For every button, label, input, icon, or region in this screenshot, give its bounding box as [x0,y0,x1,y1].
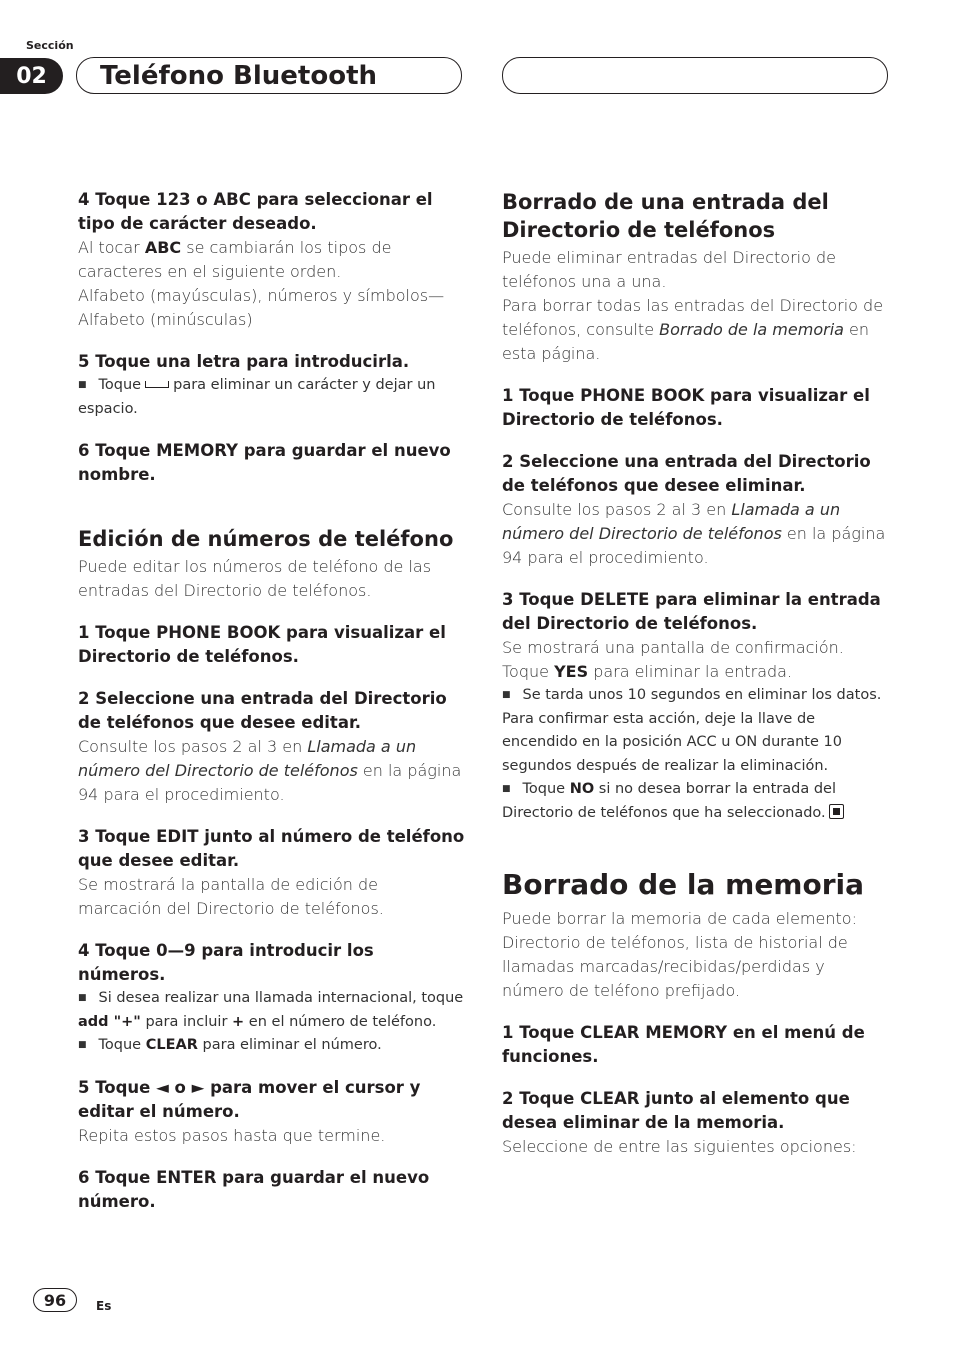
step-4-order: Alfabeto (mayúsculas), números y símbolos—Alfabeto (minúsculas) [78,286,445,329]
left-column [78,188,466,1214]
abc-label: ABC [144,238,182,257]
delete-intro-1: Puede eliminar entradas del Directorio de teléfonos una a una. [502,248,836,291]
cross-reference: Llamada a un número del Directorio de teléfonos [502,500,841,543]
step-4-title: 4 Toque 123 o ABC para seleccionar el tipo de carácter deseado. [78,190,433,233]
edit-step-3-body: Se mostrará la pantalla de edición de marcación del Directorio de teléfonos. [78,875,384,918]
delete-intro-2: Para borrar todas las entradas del Directorio de teléfonos, consulte Borrado de la memoria en esta página. [502,296,884,363]
edit-step-5-title: 5 Toque ◄ o ► para mover el cursor y editar el número. [78,1077,421,1121]
delete-step-3-title: 3 Toque DELETE para eliminar la entrada del Directorio de teléfonos. [502,590,881,633]
edit-section-heading: Edición de números de teléfono [78,527,454,551]
edit-step-3-title: 3 Toque EDIT junto al número de teléfono que desee editar. [78,827,465,870]
bullet-icon: ■ [78,993,87,1003]
bullet-icon: ■ [78,1040,87,1050]
step-5-note: ■ Toque para eliminar un carácter y dejar un espacio. [78,377,436,417]
memory-intro: Puede borrar la memoria de cada elemento: Directorio de teléfonos, lista de historial de llamadas marcadas/recibidas/perdidas y número de teléfono prefijado. [502,909,857,1000]
cross-reference: Borrado de la memoria [659,320,844,339]
delete-step-3-note-2: ■ Toque NO si no desea borrar la entrada del Directorio de teléfonos que ha seleccionado. [502,778,890,825]
step-6-title: 6 Toque MEMORY para guardar el nuevo nombre. [78,441,451,484]
delete-step-2-title: 2 Seleccione una entrada del Directorio de teléfonos que desee eliminar. [502,452,871,495]
cross-reference: Llamada a un número del Directorio de teléfonos [78,737,417,780]
bullet-icon: ■ [502,690,511,700]
edit-step-2-body: Consulte los pasos 2 al 3 en Llamada a un número del Directorio de teléfonos en la página 94 para el procedimiento. [78,737,462,804]
delete-step-2-body: Consulte los pasos 2 al 3 en Llamada a un número del Directorio de teléfonos en la página 94 para el procedimiento. [502,500,886,567]
memory-step-1-title: 1 Toque CLEAR MEMORY en el menú de funciones. [502,1023,865,1066]
edit-step-4-note-2: ■ Toque CLEAR para eliminar el número. [78,1037,382,1053]
memory-section-heading: Borrado de la memoria [502,868,865,901]
delete-step-1-title: 1 Toque PHONE BOOK para visualizar el Directorio de teléfonos. [502,386,870,429]
edit-intro: Puede editar los números de teléfono de las entradas del Directorio de teléfonos. [78,557,432,600]
delete-section-heading: Borrado de una entrada del Directorio de teléfonos [502,190,829,242]
memory-step-2-title: 2 Toque CLEAR junto al elemento que desea eliminar de la memoria. [502,1089,850,1132]
page-number: 96 [33,1288,77,1312]
step-4-body: Al tocar ABC se cambiarán los tipos de caracteres en el siguiente orden. [78,238,392,281]
edit-step-2-title: 2 Seleccione una entrada del Directorio de teléfonos que desee editar. [78,689,447,732]
bullet-icon: ■ [502,784,511,794]
edit-step-6-title: 6 Toque ENTER para guardar el nuevo número. [78,1167,430,1211]
page-title: Teléfono Bluetooth [100,61,378,91]
memory-step-2-body: Seleccione de entre las siguientes opciones: [502,1137,857,1156]
right-column [502,188,890,1159]
edit-step-5-body: Repita estos pasos hasta que termine. [78,1125,386,1145]
delete-step-3-body-2: Toque YES para eliminar la entrada. [502,662,793,681]
end-of-section-icon [829,804,844,819]
language-code: Es [96,1299,112,1313]
edit-step-1-title: 1 Toque PHONE BOOK para visualizar el Directorio de teléfonos. [78,623,446,666]
section-number-badge: 02 [0,58,63,94]
step-5-title: 5 Toque una letra para introducirla. [78,352,410,371]
space-key-icon [145,381,169,388]
edit-step-4-title: 4 Toque 0—9 para introducir los números. [78,941,374,984]
right-title-frame [502,57,888,94]
delete-step-3-body-1: Se mostrará una pantalla de confirmación. [502,638,844,657]
section-label: Sección [26,39,74,52]
delete-step-3-note-1: ■ Se tarda unos 10 segundos en eliminar los datos. Para confirmar esta acción, deje la llave de encendido en la posición ACC u ON durante 10 segundos después de realizar la eliminación. [502,687,882,774]
edit-step-4-note-1: ■ Si desea realizar una llamada internacional, toque add "+" para incluir + en el número de teléfono. [78,990,464,1030]
bullet-icon: ■ [78,380,87,390]
